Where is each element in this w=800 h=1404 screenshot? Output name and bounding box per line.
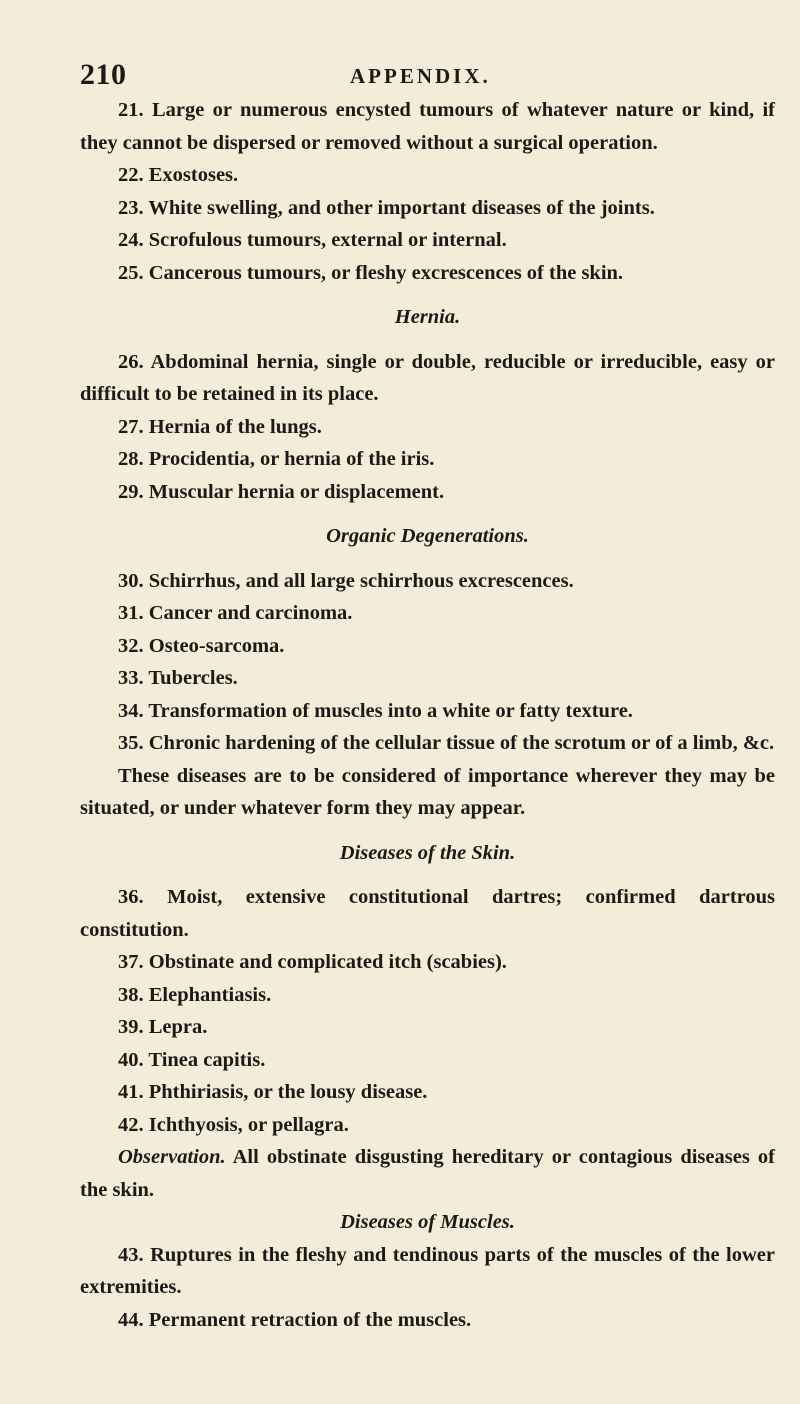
- item-number: 34.: [118, 699, 144, 722]
- item-text: Permanent retraction of the muscles.: [148, 1308, 472, 1331]
- list-item: [80, 476, 775, 509]
- item-number: 41.: [118, 1081, 144, 1103]
- list-item: [80, 1076, 775, 1109]
- item-number: 23.: [118, 196, 144, 219]
- section-heading-hernia: Hernia.: [394, 306, 461, 328]
- item-number: 21.: [118, 99, 144, 121]
- list-item: [80, 224, 775, 257]
- page-body: [80, 94, 775, 1336]
- item-number: 27.: [118, 415, 144, 438]
- page-number: 210: [80, 58, 127, 91]
- list-item: [80, 443, 775, 476]
- list-item: [80, 979, 775, 1012]
- item-text: Abdominal hernia, single or double, reducible or irreducible, easy or difficult to be retained in its place.: [80, 350, 775, 405]
- list-item: [80, 94, 775, 159]
- item-text: Muscular hernia or displacement.: [148, 480, 445, 503]
- item-text: Scrofulous tumours, external or internal.: [148, 229, 507, 251]
- list-item: [80, 662, 775, 695]
- item-number: 29.: [118, 480, 144, 503]
- item-text: Obstinate and complicated itch (scabies).: [148, 951, 507, 973]
- list-item: [80, 257, 775, 290]
- item-number: 33.: [118, 667, 144, 689]
- item-text: Hernia of the lungs.: [148, 415, 322, 438]
- running-head: [80, 50, 760, 94]
- item-text: Large or numerous encysted tumours of whatever nature or kind, if they cannot be dispersed or removed without a surgical operation.: [80, 99, 776, 154]
- item-number: 22.: [118, 164, 144, 186]
- item-text: Osteo-sarcoma.: [148, 634, 285, 657]
- item-number: 30.: [118, 569, 144, 592]
- item-text: White swelling, and other important diseases of the joints.: [148, 196, 655, 219]
- item-number: 24.: [118, 229, 144, 251]
- item-number: 35.: [118, 732, 144, 754]
- item-text: Phthiriasis, or the lousy disease.: [148, 1081, 428, 1103]
- item-number: 42.: [118, 1113, 144, 1136]
- item-number: 44.: [118, 1308, 144, 1331]
- section-heading-skin: Diseases of the Skin.: [339, 841, 516, 864]
- list-item: [80, 881, 775, 946]
- item-text: Cancerous tumours, or fleshy excrescences of the skin.: [148, 261, 624, 284]
- observation-paragraph: [80, 1141, 775, 1206]
- item-text: Ichthyosis, or pellagra.: [148, 1113, 349, 1136]
- item-text: Cancer and carcinoma.: [148, 602, 353, 624]
- list-item: [80, 1239, 775, 1304]
- list-item: [80, 1304, 775, 1337]
- list-item: [80, 727, 775, 760]
- item-text: Moist, extensive constitutional dartres; confirmed dartrous constitution.: [80, 886, 776, 941]
- item-number: 31.: [118, 602, 144, 624]
- list-item: [80, 192, 775, 225]
- item-number: 36.: [118, 886, 144, 908]
- section-note: These diseases are to be considered of importance wherever they may be situated, or under whatever form they may appear.: [80, 764, 775, 819]
- item-number: 28.: [118, 448, 144, 470]
- list-item: [80, 1044, 775, 1077]
- item-text: Tinea capitis.: [148, 1048, 266, 1071]
- list-item: [80, 1011, 775, 1044]
- item-text: Procidentia, or hernia of the iris.: [148, 448, 435, 470]
- running-title: APPENDIX.: [350, 64, 491, 88]
- list-item: [80, 565, 775, 598]
- list-item: [80, 946, 775, 979]
- list-item: [80, 411, 775, 444]
- item-text: Elephantiasis.: [148, 983, 272, 1006]
- list-item: [80, 695, 775, 728]
- list-item: [80, 346, 775, 411]
- item-number: 43.: [118, 1243, 144, 1266]
- item-number: 32.: [118, 634, 144, 657]
- item-text: Exostoses.: [148, 164, 239, 186]
- list-item: [80, 159, 775, 192]
- item-text: Chronic hardening of the cellular tissue of the scrotum or of a limb, &c.: [148, 732, 775, 754]
- item-text: Transformation of muscles into a white or fatty texture.: [148, 699, 633, 722]
- list-item: [80, 1109, 775, 1142]
- observation-label: Observation.: [118, 1146, 226, 1168]
- item-number: 39.: [118, 1016, 144, 1038]
- item-number: 26.: [118, 350, 144, 373]
- item-text: Lepra.: [148, 1016, 208, 1038]
- item-text: Ruptures in the fleshy and tendinous parts of the muscles of the lower extremities.: [80, 1243, 775, 1298]
- item-text: Schirrhus, and all large schirrhous excrescences.: [148, 569, 574, 592]
- item-number: 37.: [118, 951, 144, 973]
- section-heading-muscles: Diseases of Muscles.: [340, 1211, 515, 1233]
- item-number: 25.: [118, 261, 144, 284]
- observation-text: All obstinate disgusting hereditary or contagious diseases of the skin.: [80, 1146, 775, 1201]
- list-item: [80, 630, 775, 663]
- item-text: Tubercles.: [148, 667, 238, 689]
- item-number: 40.: [118, 1048, 144, 1071]
- list-item: [80, 597, 775, 630]
- item-number: 38.: [118, 983, 144, 1006]
- section-heading-organic-degenerations: Organic Degenerations.: [326, 525, 529, 547]
